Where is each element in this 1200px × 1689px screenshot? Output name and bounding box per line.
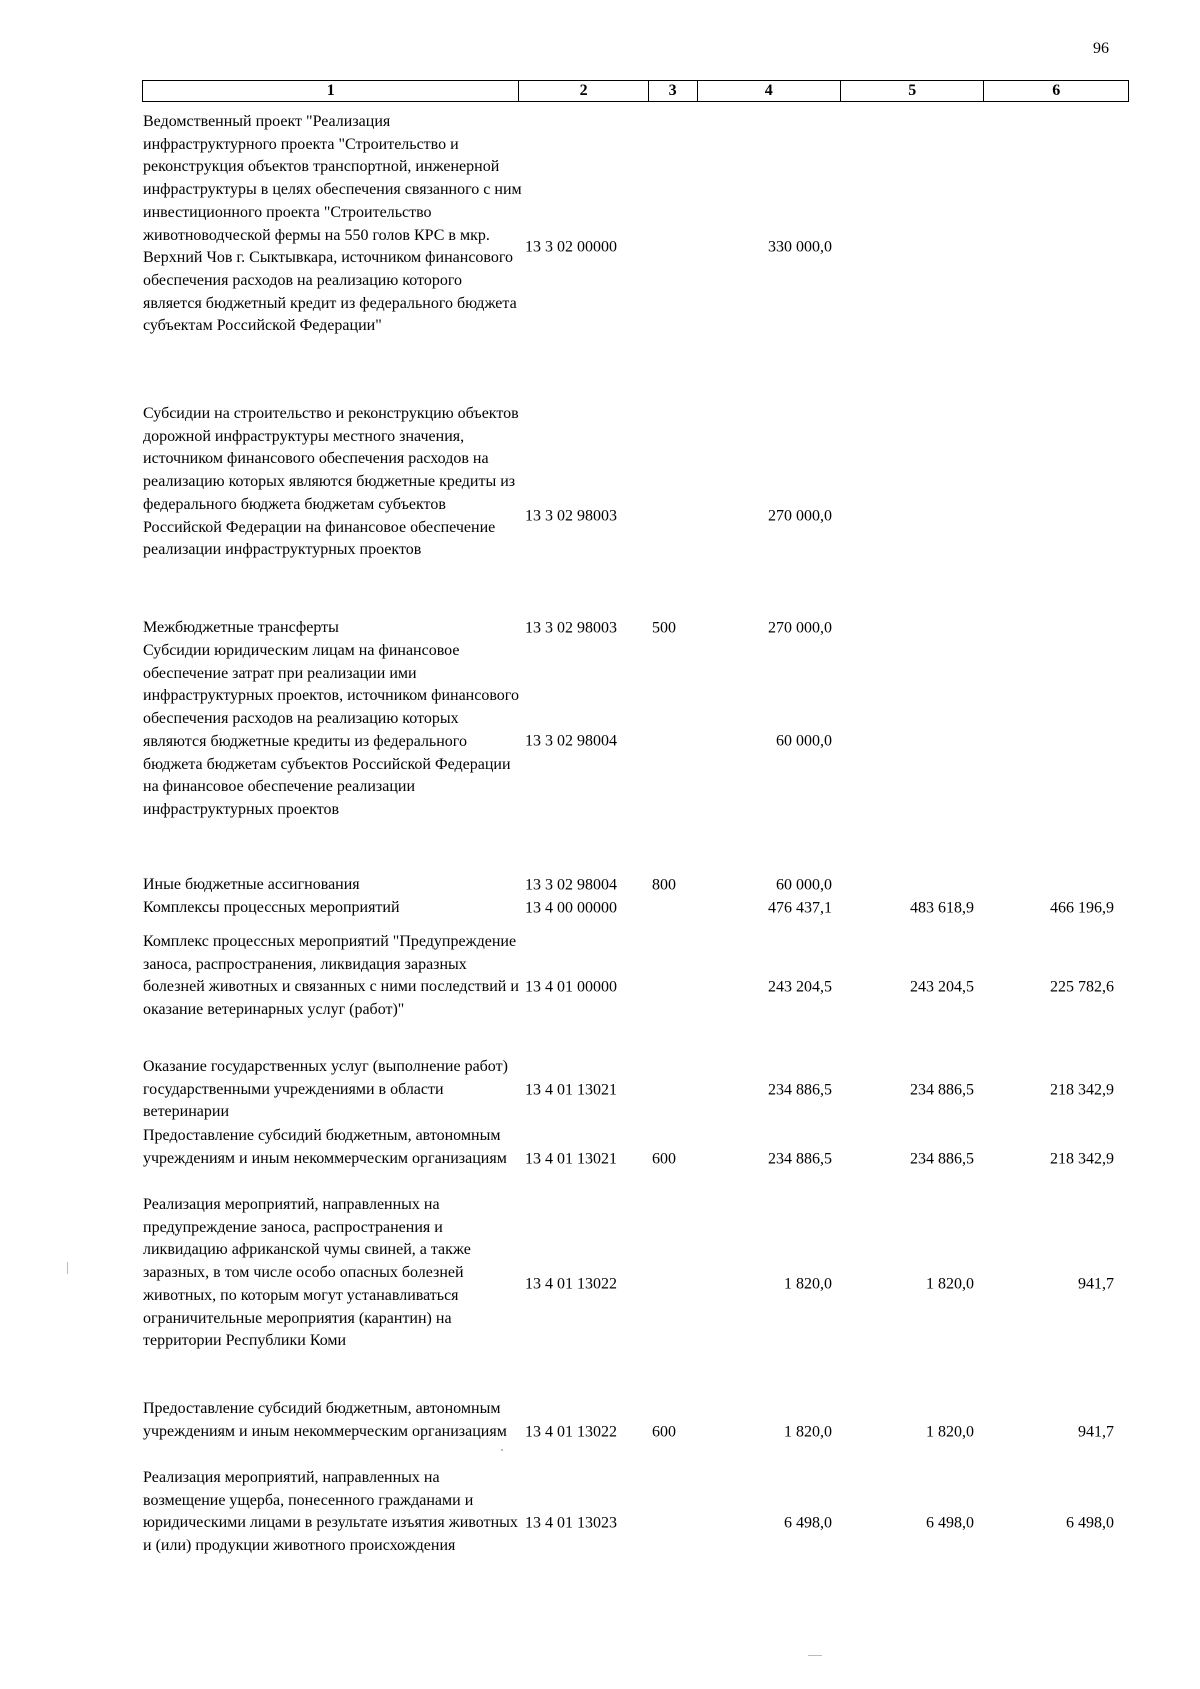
row-code: 13 4 01 13021 [525,1150,617,1168]
row-value-1: 234 886,5 [768,1150,832,1168]
row-value-2: 6 498,0 [926,1514,974,1532]
header-col-5: 5 [841,81,984,102]
row-code: 13 4 01 13022 [525,1423,617,1441]
row-code: 13 4 01 13023 [525,1514,617,1532]
row-value-3: 6 498,0 [1066,1514,1114,1532]
row-code: 13 3 02 98003 [525,507,617,525]
row-value-3: 941,7 [1078,1275,1114,1293]
row-name: Иные бюджетные ассигнования [143,876,360,893]
row-type: 600 [652,1150,676,1168]
row-value-3: 941,7 [1078,1423,1114,1441]
row-value-1: 270 000,0 [768,507,832,525]
row-code: 13 3 02 98003 [525,619,617,637]
row-name: Субсидии на строительство и реконструкцию объектов дорожной инфраструктуры местного значения, источником финансового обеспечения расходов на реализацию которых являются бюджетные кредиты из федерального бюджета бюджетам субъектов Российской Федерации на финансовое обеспечение реализации инфраструктурных проектов [143,405,519,559]
row-name: Реализация мероприятий, направленных на предупреждение заноса, распространения и ликвидацию африканской чумы свиней, а также заразных, в том числе особо опасных болезней животных, по которым могут устанавливаться ограничительные мероприятия (карантин) на территории Республики Коми [143,1196,471,1350]
table-row [0,403,1200,630]
row-name: Предоставление субсидий бюджетным, автономным учреждениям и иным некоммерческим организациям [143,1127,507,1167]
row-value-1: 476 437,1 [768,899,832,917]
table-row [0,1467,1200,1581]
table-row [0,931,1200,1045]
table-row [0,1398,1200,1467]
scan-artifact [501,1449,503,1451]
row-value-1: 330 000,0 [768,238,832,256]
header-col-4: 4 [697,81,840,102]
row-value-3: 218 342,9 [1050,1150,1114,1168]
row-code: 13 4 01 00000 [525,978,617,996]
row-type: 500 [652,619,676,637]
row-value-1: 60 000,0 [776,732,832,750]
scan-artifact [808,1655,822,1656]
row-value-1: 243 204,5 [768,978,832,996]
row-code: 13 3 02 98004 [525,732,617,750]
row-name: Реализация мероприятий, направленных на возмещение ущерба, понесенного гражданами и юридическими лицами в результате изъятия животных и (или) продукции животного происхождения [143,1469,518,1555]
row-name: Предоставление субсидий бюджетным, автономным учреждениям и иным некоммерческим организациям [143,1400,507,1440]
scan-artifact [67,1262,68,1274]
table-row [0,897,1200,920]
table-row [0,1056,1200,1125]
row-name: Комплексы процессных мероприятий [143,899,400,916]
row-value-1: 270 000,0 [768,619,832,637]
row-value-2: 234 886,5 [910,1150,974,1168]
row-value-1: 60 000,0 [776,876,832,894]
row-value-2: 234 886,5 [910,1081,974,1099]
row-value-3: 466 196,9 [1050,899,1114,917]
row-name: Субсидии юридическим лицам на финансовое обеспечение затрат при реализации ими инфраструктурных проектов, источником финансового обеспечения расходов на реализацию которых являются бюджетные кредиты из федерального бюджета бюджетам субъектов Российской Федерации на финансовое обеспечение реализации инфраструктурных проектов [143,642,519,818]
row-value-2: 1 820,0 [926,1275,974,1293]
row-value-2: 243 204,5 [910,978,974,996]
row-value-3: 218 342,9 [1050,1081,1114,1099]
table-row [0,1194,1200,1376]
row-type: 600 [652,1423,676,1441]
row-code: 13 3 02 98004 [525,876,617,894]
table-header [142,80,1129,102]
row-name: Ведомственный проект "Реализация инфраструктурного проекта "Строительство и реконструкция объектов транспортной, инженерной инфраструктуры в целях обеспечения связанного с ним инвестиционного проекта "Строительство животноводческой фермы на 550 голов КРС в мкр. Верхний Чов г. Сыктывкара, источником финансового обеспечения расходов на реализацию которого является бюджетный кредит из федерального бюджета субъектам Российской Федерации" [143,113,522,335]
row-value-1: 1 820,0 [784,1275,832,1293]
table-row [0,1125,1200,1194]
table-row [0,874,1200,897]
table-row [0,617,1200,640]
row-name: Межбюджетные трансферты [143,619,339,636]
row-value-3: 225 782,6 [1050,978,1114,996]
row-value-2: 1 820,0 [926,1423,974,1441]
table-row [0,111,1200,384]
row-value-1: 234 886,5 [768,1081,832,1099]
row-value-1: 6 498,0 [784,1514,832,1532]
header-col-3: 3 [648,81,697,102]
row-code: 13 4 01 13022 [525,1275,617,1293]
header-col-6: 6 [984,81,1129,102]
row-value-1: 1 820,0 [784,1423,832,1441]
row-value-2: 483 618,9 [910,899,974,917]
row-code: 13 3 02 00000 [525,238,617,256]
row-code: 13 4 00 00000 [525,899,617,917]
header-col-1: 1 [143,81,519,102]
row-name: Комплекс процессных мероприятий "Предупреждение заноса, распространения, ликвидация заразных болезней животных и связанных с ними последствий и оказание ветеринарных услуг (работ)" [143,933,519,1019]
row-name: Оказание государственных услуг (выполнение работ) государственными учреждениями в области ветеринарии [143,1058,508,1121]
row-code: 13 4 01 13021 [525,1081,617,1099]
page-number: 96 [1093,40,1109,57]
row-type: 800 [652,876,676,894]
table-row [0,640,1200,844]
header-col-2: 2 [519,81,648,102]
